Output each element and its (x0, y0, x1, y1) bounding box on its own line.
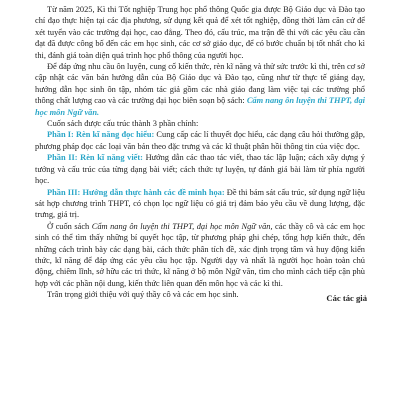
paragraph-benefits-lead: Ở cuốn sách (47, 221, 92, 231)
paragraph-intro: Từ năm 2025, Kì thi Tốt nghiệp Trung học phổ thông Quốc gia được Bộ Giáo dục và Đào tạo chỉ đạo thực hiện tại các địa phương, sử dụng kết quả để xét tốt nghiệp, đồng thời làm căn cứ để xét tuyển vào các trường đại học, cao đẳng. Theo đó, cấu trúc, ma trận đề thi với các yêu cầu cần đạt đã được công bố đến các em học sinh, các cơ sở giáo dục, để có bước chuẩn bị tốt nhất cho kì thi, đánh giá toàn diện quá trình học phổ thông của người học. (35, 5, 365, 60)
paragraph-closing: Trân trọng giới thiệu với quý thầy cô và các em học sinh. (47, 290, 239, 300)
part-2-text: Hướng dẫn các thao tác viết, thao tác lập luận; cách xây dựng ý tưởng và cấu trúc của từng dạng bài viết; cách thức tự luyện, tự đánh giá bài làm từ phía người học. (35, 153, 365, 186)
part-3-text: Đề thi bám sát cấu trúc, sử dụng ngữ liệu sát hợp chương trình THPT, có chọn lọc ngữ liệu có giá trị đảm bảo yêu cầu về dung lượng, đặc trưng, giá trị. (35, 187, 365, 220)
part-1-text: Cung cấp các lí thuyết đọc hiểu, các dạng câu hỏi thường gặp, phương pháp đọc các loại văn bản theo đặc trưng và các kĩ thuật phân hồi thông tin của việc đọc. (35, 130, 365, 151)
part-1 (35, 129, 365, 152)
paragraph-purpose-text: Để đáp ứng nhu cầu ôn luyện, cung cố kiến thức, rèn kĩ năng và thử sức trước kì thi, trên cơ sở cập nhật các văn bản hướng dẫn của Bộ Giáo dục và Đào tạo, cũng như từ thực tế giảng dạy, hướng dẫn học sinh ôn tập, nhóm tác giả gồm các nhà giáo đang làm việc tại các trường phổ thông chất lượng cao và các trường đại học biên soạn bộ sách: (35, 62, 365, 106)
book-title-inline: Cẩm nang ôn luyện thi THPT, đại học môn Ngữ văn, (91, 221, 273, 231)
part-2-label: Phần II: Rèn kĩ năng viết: (47, 153, 143, 163)
part-3 (35, 187, 365, 221)
paragraph-benefits (35, 221, 365, 289)
book-title: Cẩm nang ôn luyện thi THPT, đại học môn Ngữ văn. (35, 96, 365, 117)
signature: Các tác giả (326, 293, 367, 303)
part-1-label: Phần I: Rèn kĩ năng đọc hiểu: (47, 130, 155, 140)
part-2 (35, 152, 365, 186)
paragraph-benefits-text: các thầy cô và các em học sinh có thể tìm thấy những bí quyết học tập, từ phương pháp ghi chép, tổng hợp kiến thức, đến những cách trình bày các dạng bài, cách thức phân tích đề, xác định trọng tâm và huy động kiến thức, kĩ năng để đáp ứng các yêu cầu học tập. Người dạy và nhất là người học hoàn toàn chủ động, chiêm lĩnh, sở hữu các tri thức, kĩ năng ở bộ môn Ngữ văn, tìm cho mình cách tiếp cận phù hợp với các phần nội dung, kiến thức liên quan đến môn học và các kì thi. (35, 221, 366, 288)
paragraph-purpose (35, 61, 365, 118)
part-3-label: Phần III: Hướng dẫn thực hành các đề minh họa: (47, 187, 225, 197)
paragraph-structure: Cuốn sách được cấu trúc thành 3 phần chính: (47, 119, 199, 129)
